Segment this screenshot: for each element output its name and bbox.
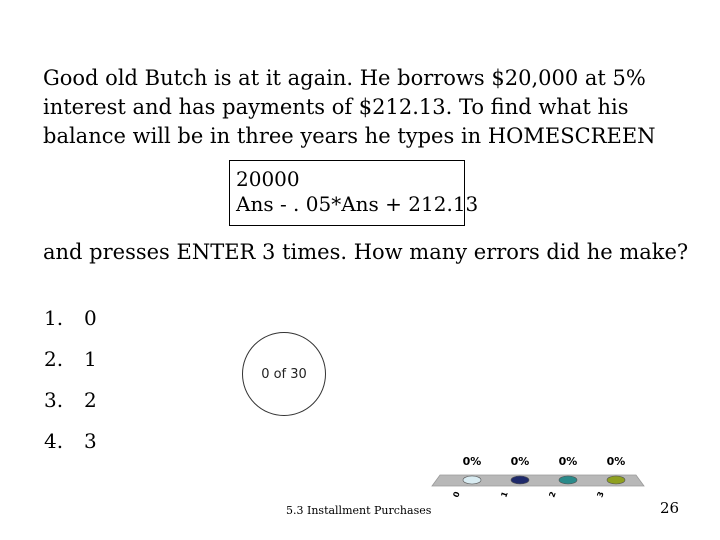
code-line-2: Ans - . 05*Ans + 212.13 [236, 192, 479, 216]
calculator-code-box [229, 160, 479, 226]
question-line-1: Good old Butch is at it again. He borrows $20,000 at 5% [43, 66, 646, 90]
slide-footer: 5.3 Installment Purchases [286, 504, 432, 517]
bar-marker [463, 476, 481, 484]
option-label: 2 [84, 388, 97, 412]
category-label: 2 [547, 490, 558, 499]
percent-label: 0% [462, 455, 482, 468]
category-label: 1 [499, 490, 510, 499]
option-number: 1. [44, 306, 64, 330]
category-label: 0 [451, 490, 462, 499]
option-label: 0 [84, 306, 97, 330]
percent-label: 0% [558, 455, 578, 468]
question-prompt: and presses ENTER 3 times. How many errors did he make? [43, 240, 689, 264]
response-counter-text: 0 of 30 [261, 366, 307, 382]
page-number: 26 [660, 499, 680, 517]
option-number: 4. [44, 429, 64, 453]
bar-marker [607, 476, 625, 484]
bar-marker [559, 476, 577, 484]
question-line-2: interest and has payments of $212.13. To find what his [43, 95, 629, 119]
results-chart [430, 450, 650, 510]
code-line-1: 20000 [236, 167, 300, 191]
percent-label: 0% [510, 455, 530, 468]
option-number: 3. [44, 388, 64, 412]
option-label: 3 [84, 429, 97, 453]
option-number: 2. [44, 347, 64, 371]
question-line-3: balance will be in three years he types in HOMESCREEN [43, 124, 656, 148]
response-counter [242, 332, 326, 416]
bar-marker [511, 476, 529, 484]
question-text [43, 64, 683, 151]
percent-label: 0% [606, 455, 626, 468]
category-label: 3 [595, 490, 606, 499]
option-label: 1 [84, 347, 97, 371]
